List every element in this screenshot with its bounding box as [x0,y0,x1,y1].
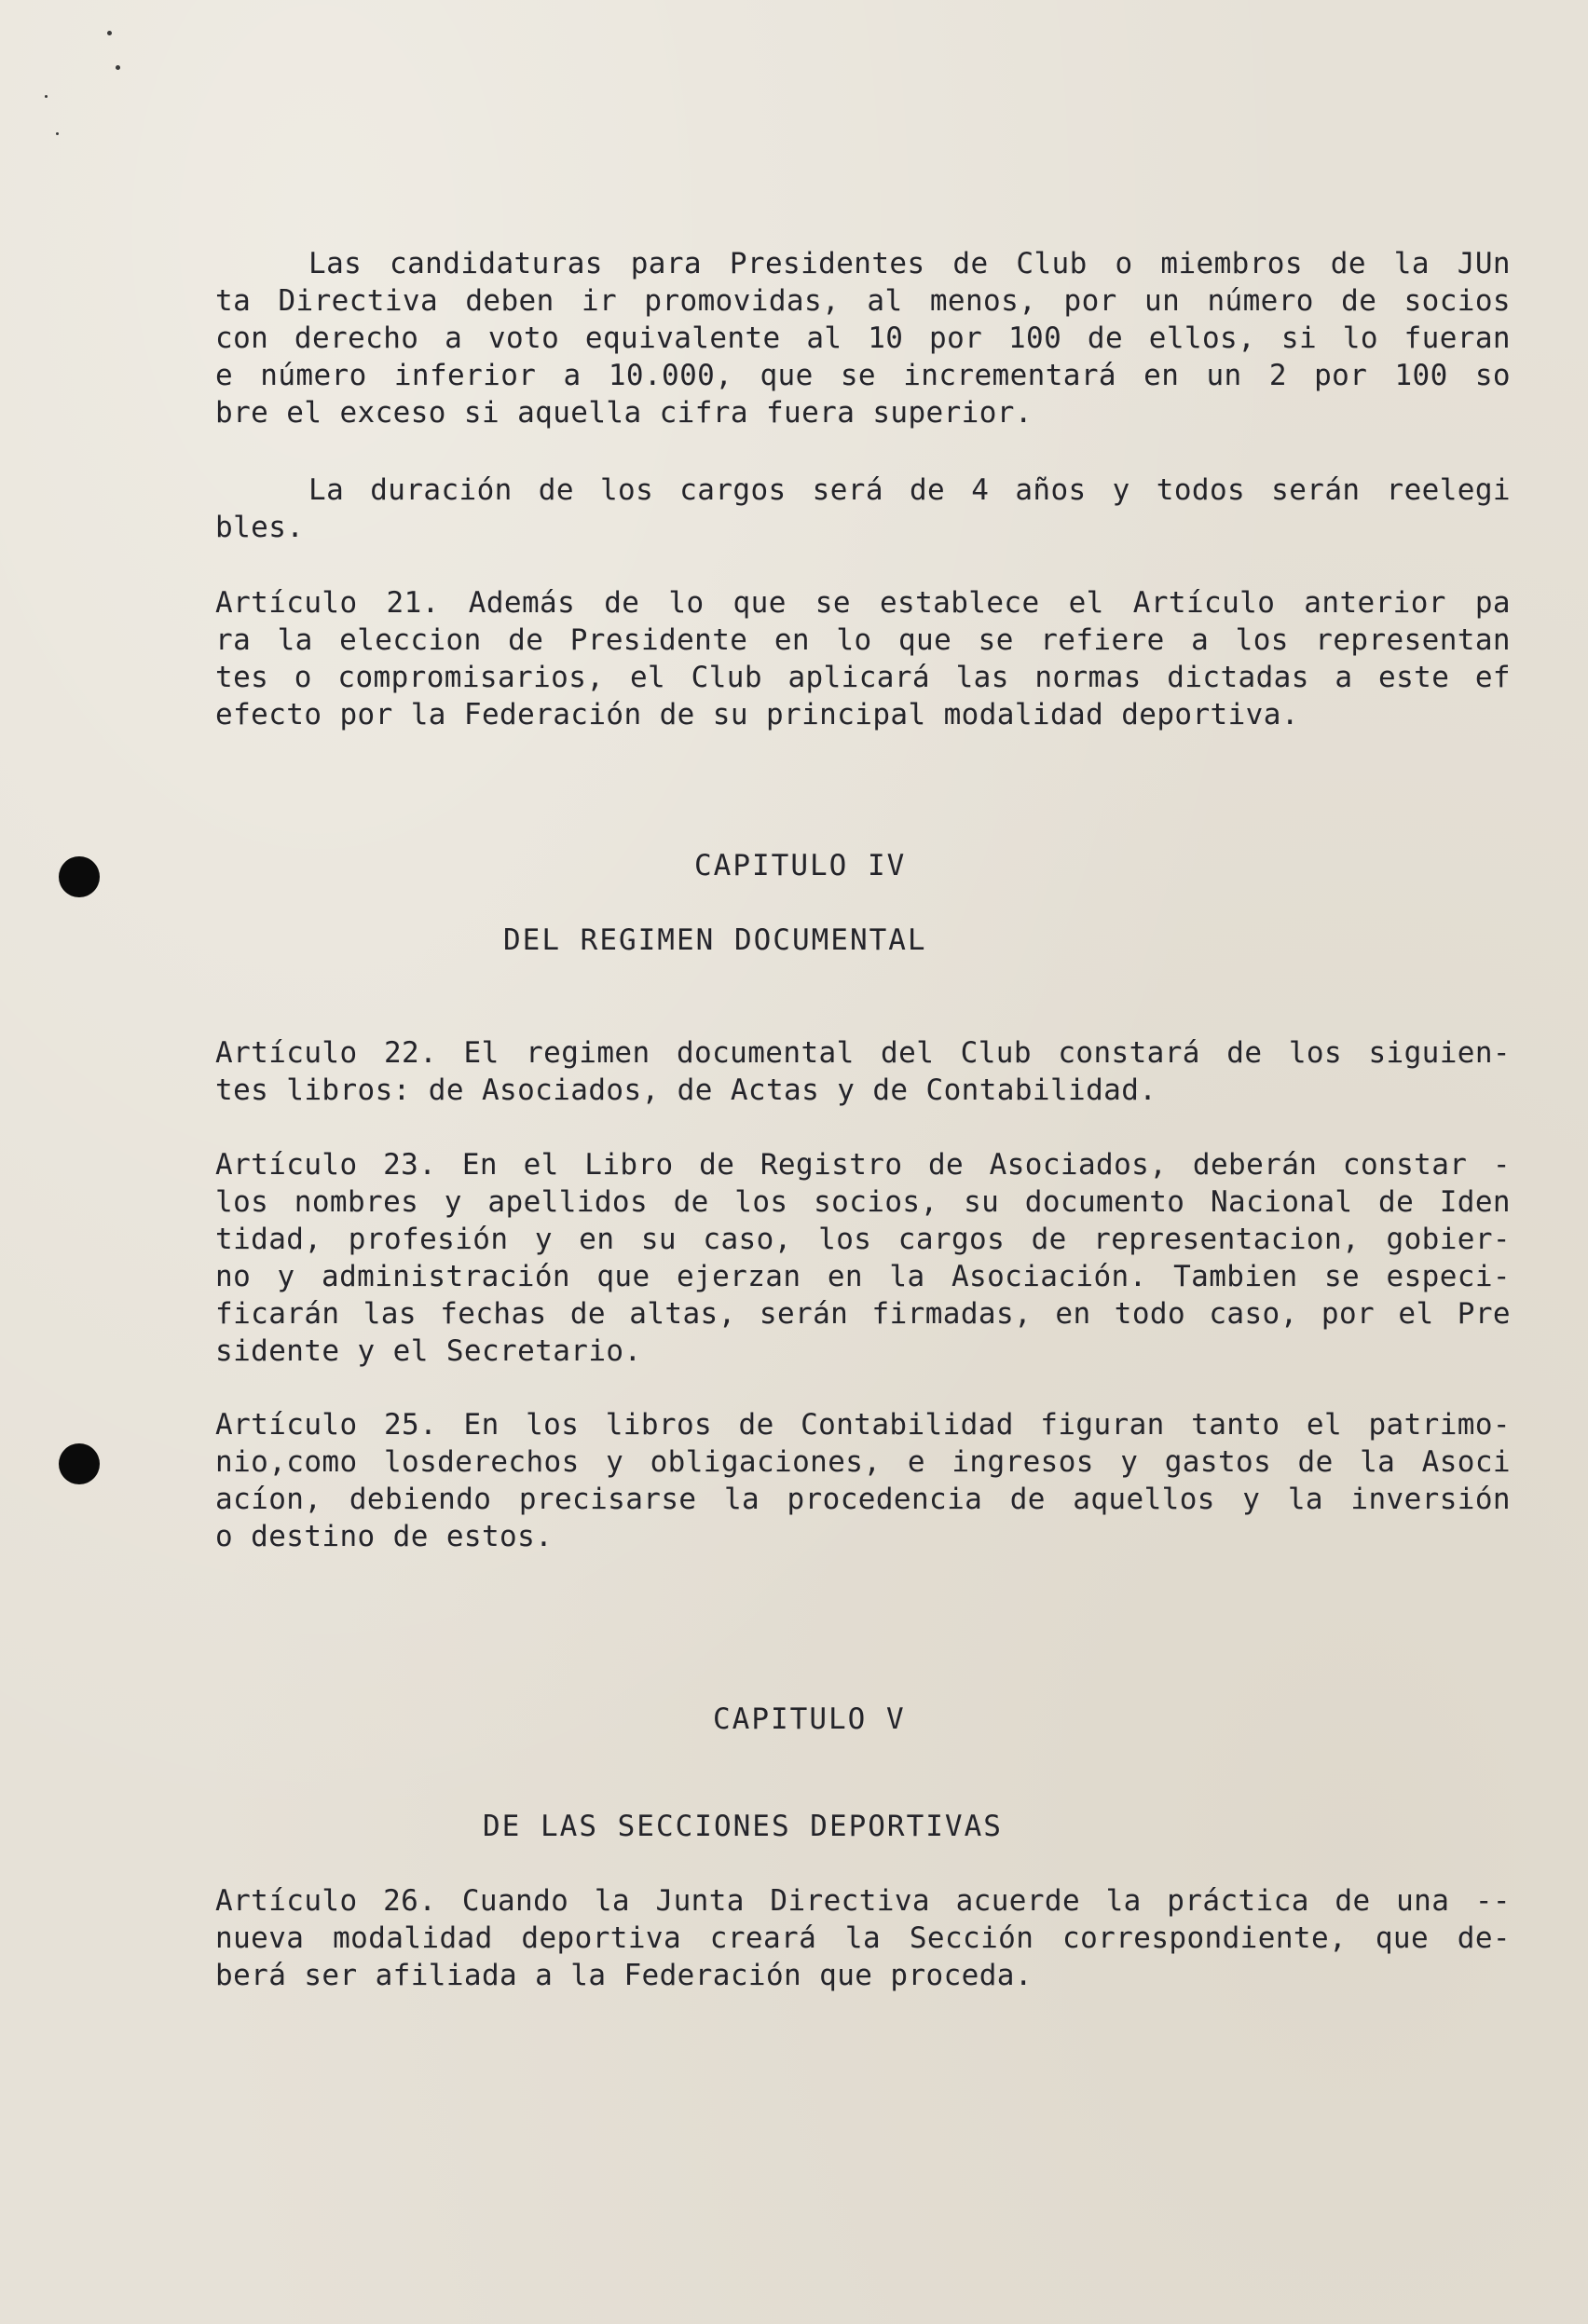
article-26 [215,1882,1511,1994]
text-line: los nombres y apellidos de los socios, su documento Nacional de Iden [215,1185,1511,1219]
text-line: tes o compromisarios, el Club aplicará las normas dictadas a este ef [215,661,1511,694]
chapter-4-title: CAPITULO IV [694,849,907,882]
text-line: Las candidaturas para Presidentes de Club o miembros de la JUn [308,247,1511,280]
article-21 [215,584,1511,733]
text-line: Artículo 26. Cuando la Junta Directiva acuerde la práctica de una -- [215,1884,1511,1918]
text-line: bles. [215,511,305,544]
text-line: tes libros: de Asociados, de Actas y de Contabilidad. [215,1073,1157,1107]
text-line: ficarán las fechas de altas, serán firmadas, en todo caso, por el Pre [215,1297,1511,1331]
text-line: Artículo 21. Además de lo que se establece el Artículo anterior pa [215,586,1511,620]
text-line: ra la eleccion de Presidente en lo que se refiere a los representan [215,623,1511,657]
punch-hole-top [59,856,100,897]
text-line: sidente y el Secretario. [215,1334,642,1368]
text-line: con derecho a voto equivalente al 10 por 100 de ellos, si lo fueran [215,321,1511,355]
text-line: acíon, debiendo precisarse la procedencia de aquellos y la inversión [215,1483,1511,1516]
text-line: tidad, profesión y en su caso, los cargos de representacion, gobier- [215,1223,1511,1256]
paper-speck [56,132,59,135]
punch-hole-bottom [59,1443,100,1484]
chapter-5-subtitle: DE LAS SECCIONES DEPORTIVAS [483,1810,1003,1843]
article-25 [215,1406,1511,1555]
text-line: nio,como losderechos y obligaciones, e ingresos y gastos de la Asoci [215,1445,1511,1479]
text-line: no y administración que ejerzan en la Asociación. Tambien se especi- [215,1260,1511,1293]
article-22 [215,1034,1511,1109]
paper-speck [45,95,48,98]
paper-speck [116,65,120,70]
paragraph-duracion [215,472,1511,546]
text-line: Artículo 25. En los libros de Contabilidad figuran tanto el patrimo- [215,1408,1511,1442]
chapter-4-subtitle: DEL REGIMEN DOCUMENTAL [503,923,927,957]
text-line: La duración de los cargos será de 4 años y todos serán reelegi [308,473,1511,507]
text-line: bre el exceso si aquella cifra fuera superior. [215,396,1033,430]
text-line: nueva modalidad deportiva creará la Sección correspondiente, que de- [215,1921,1511,1955]
text-line: o destino de estos. [215,1520,554,1553]
chapter-5-title: CAPITULO V [713,1702,906,1736]
paper-speck [107,31,112,35]
text-line: efecto por la Federación de su principal modalidad deportiva. [215,698,1299,731]
text-line: berá ser afiliada a la Federación que proceda. [215,1959,1033,1992]
article-23 [215,1146,1511,1370]
text-line: e número inferior a 10.000, que se incrementará en un 2 por 100 so [215,359,1511,392]
text-line: ta Directiva deben ir promovidas, al menos, por un número de socios [215,284,1511,318]
text-line: Artículo 22. El regimen documental del Club constará de los siguien- [215,1036,1511,1070]
text-line: Artículo 23. En el Libro de Registro de Asociados, deberán constar - [215,1148,1511,1182]
paragraph-candidaturas [215,245,1511,431]
